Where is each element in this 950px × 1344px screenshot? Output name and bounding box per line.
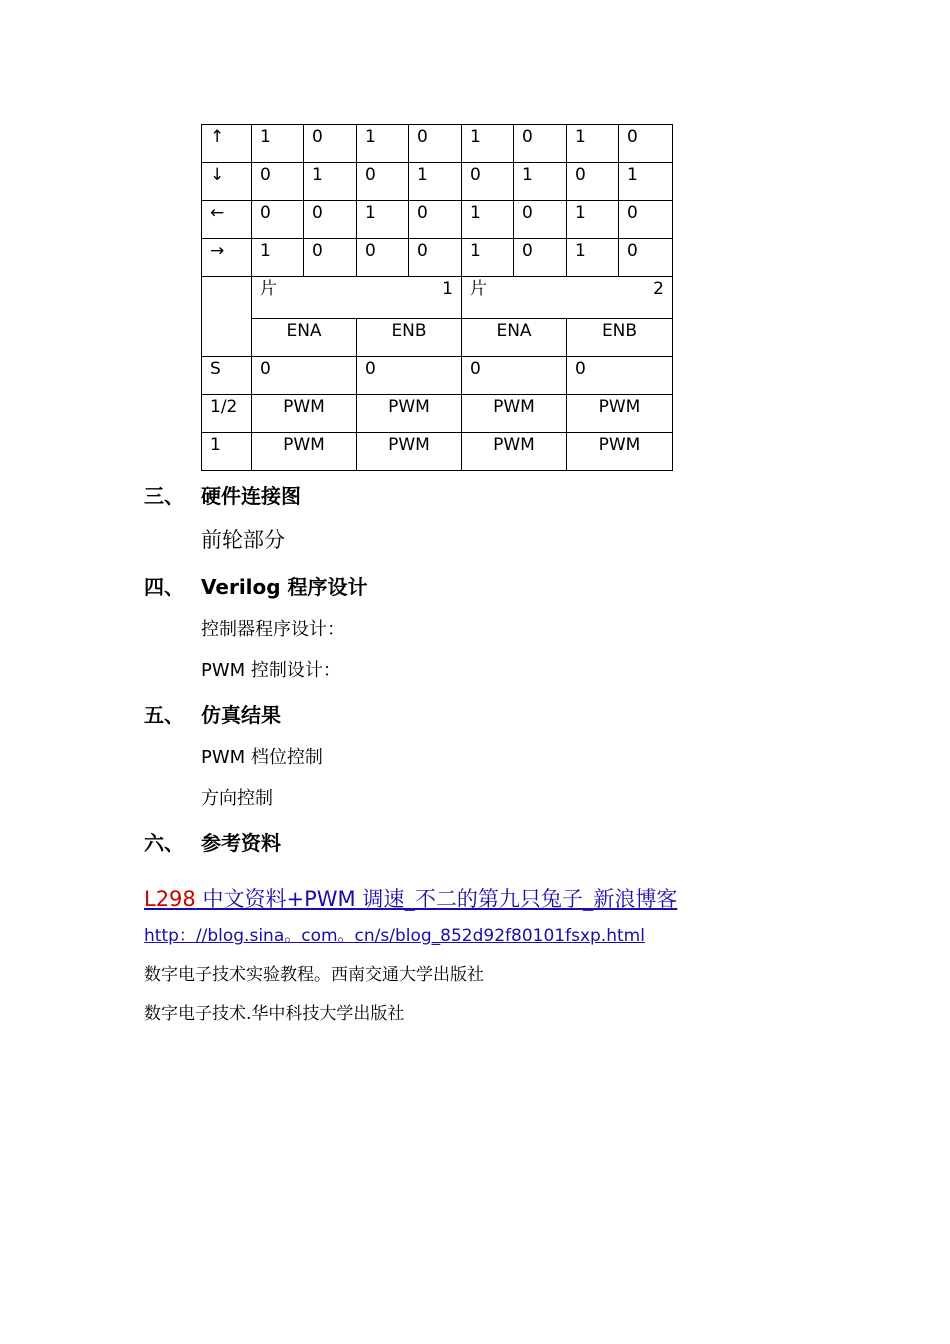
- table-row: [202, 163, 673, 201]
- cell: PWM: [252, 395, 357, 433]
- chip2-label: 片: [470, 279, 487, 299]
- cell: 0: [357, 239, 409, 277]
- section-heading-simulation: [144, 702, 281, 728]
- subsection-pwm-control: PWM 控制设计：: [201, 660, 341, 681]
- cell: 0: [252, 163, 304, 201]
- table-row: [202, 201, 673, 239]
- subsection-direction: 方向控制: [201, 788, 273, 809]
- cell: 1: [304, 163, 357, 201]
- section-heading-verilog: [144, 574, 368, 600]
- cell: PWM: [357, 433, 462, 471]
- section-title: 参考资料: [201, 831, 281, 855]
- section-heading-references: [144, 830, 281, 856]
- reference-book-1: 数字电子技术实验教程。西南交通大学出版社: [144, 965, 484, 985]
- subsection-pwm-gear: PWM 档位控制: [201, 747, 323, 768]
- section-title: 仿真结果: [201, 703, 281, 727]
- truth-table: [201, 124, 673, 471]
- enable-header: ENA: [252, 319, 357, 357]
- cell: PWM: [252, 433, 357, 471]
- cell: 1: [357, 201, 409, 239]
- cell: 1: [514, 163, 567, 201]
- reference-link-url[interactable]: http：//blog.sina。com。cn/s/blog_852d92f80101fsxp.html: [144, 926, 645, 946]
- cell: 0: [619, 239, 673, 277]
- subsection-front-wheel: 前轮部分: [201, 528, 285, 552]
- cell: 1: [567, 239, 619, 277]
- cell: PWM: [462, 433, 567, 471]
- row-label: ←: [202, 201, 252, 239]
- cell: 0: [357, 357, 462, 395]
- cell: 1: [462, 125, 514, 163]
- reference-link-title[interactable]: [144, 885, 677, 913]
- cell: 1: [409, 163, 462, 201]
- cell: 1: [619, 163, 673, 201]
- table-row: [202, 433, 673, 471]
- cell: 0: [514, 125, 567, 163]
- cell: 0: [357, 163, 409, 201]
- cell: 1: [567, 201, 619, 239]
- cell: 0: [514, 239, 567, 277]
- cell: 0: [409, 125, 462, 163]
- table-row: [202, 277, 673, 319]
- empty-cell: [202, 277, 252, 357]
- subsection-controller: 控制器程序设计：: [201, 619, 345, 640]
- cell: 0: [304, 201, 357, 239]
- row-label: S: [202, 357, 252, 395]
- row-label: →: [202, 239, 252, 277]
- cell: 0: [409, 201, 462, 239]
- cell: 0: [462, 357, 567, 395]
- chip1-label: 片: [260, 279, 277, 299]
- link-part[interactable]: L298: [144, 887, 196, 911]
- section-heading-hardware: [144, 483, 301, 509]
- table-row: [202, 319, 673, 357]
- section-number: 五、: [144, 703, 184, 727]
- enable-header: ENA: [462, 319, 567, 357]
- cell: 0: [619, 125, 673, 163]
- chip1-header: [252, 277, 462, 319]
- link-part[interactable]: +PWM: [286, 887, 356, 911]
- cell: 0: [567, 357, 673, 395]
- cell: 0: [304, 239, 357, 277]
- cell: 1: [252, 239, 304, 277]
- cell: 1: [357, 125, 409, 163]
- cell: 1: [462, 201, 514, 239]
- cell: PWM: [357, 395, 462, 433]
- row-label: ↑: [202, 125, 252, 163]
- link-part[interactable]: 调速_不二的第九只兔子_新浪博客: [355, 887, 678, 911]
- section-title: 硬件连接图: [201, 484, 301, 508]
- section-number: 四、: [144, 575, 184, 599]
- chip2-header: [462, 277, 673, 319]
- cell: PWM: [567, 433, 673, 471]
- row-label: 1: [202, 433, 252, 471]
- reference-book-2: 数字电子技术.华中科技大学出版社: [144, 1004, 405, 1024]
- cell: 0: [567, 163, 619, 201]
- enable-header: ENB: [567, 319, 673, 357]
- cell: 1: [567, 125, 619, 163]
- chip2-number: 2: [653, 279, 664, 299]
- enable-header: ENB: [357, 319, 462, 357]
- cell: 1: [462, 239, 514, 277]
- cell: 0: [514, 201, 567, 239]
- section-number: 三、: [144, 484, 184, 508]
- table-row: [202, 125, 673, 163]
- cell: 0: [619, 201, 673, 239]
- row-label: ↓: [202, 163, 252, 201]
- cell: 0: [304, 125, 357, 163]
- section-title: Verilog 程序设计: [201, 575, 368, 599]
- cell: 0: [462, 163, 514, 201]
- link-part[interactable]: 中文资料: [195, 887, 287, 911]
- cell: 0: [252, 201, 304, 239]
- cell: PWM: [462, 395, 567, 433]
- table-row: [202, 239, 673, 277]
- section-number: 六、: [144, 831, 184, 855]
- cell: 1: [252, 125, 304, 163]
- table-row: [202, 395, 673, 433]
- cell: 0: [252, 357, 357, 395]
- chip1-number: 1: [442, 279, 453, 299]
- row-label: 1/2: [202, 395, 252, 433]
- table-row: [202, 357, 673, 395]
- cell: PWM: [567, 395, 673, 433]
- cell: 0: [409, 239, 462, 277]
